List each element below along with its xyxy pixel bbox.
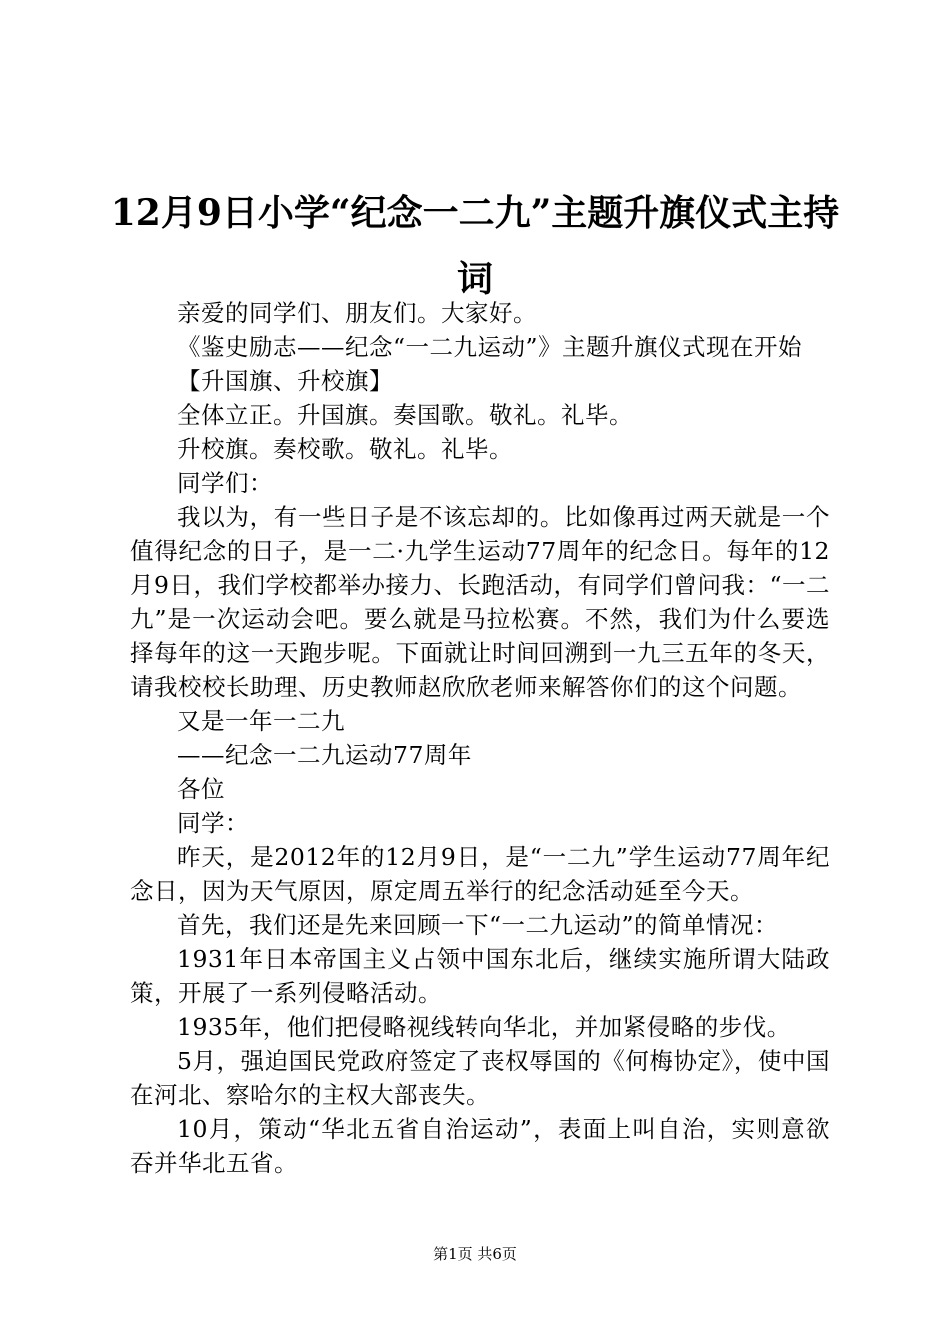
document-body <box>130 296 830 1180</box>
paragraph: 亲爱的同学们、朋友们。大家好。 <box>177 299 537 327</box>
paragraph: 升校旗。奏校歌。敬礼。礼毕。 <box>177 435 513 463</box>
paragraph: 同学们： <box>177 469 273 497</box>
paragraph: 全体立正。升国旗。奏国歌。敬礼。礼毕。 <box>177 401 633 429</box>
page-footer: 第1页 共6页 <box>433 1245 517 1263</box>
paragraph: 《鉴史励志——纪念“一二九运动”》主题升旗仪式现在开始 <box>177 333 803 361</box>
paragraph: 我以为，有一些日子是不该忘却的。比如像再过两天就是一个值得纪念的日子，是一二·九学生运动77周年的纪念日。每年的12月9日，我们学校都举办接力、长跑活动，有同学们曾问我：“一二九”是一次运动会吧。要么就是马拉松赛。不然，我们为什么要选择每年的这一天跑步呢。下面就让时间回溯到一九三五年的冬天，请我校校长助理、历史教师赵欣欣老师来解答你们的这个问题。 <box>130 503 830 701</box>
paragraph: 昨天，是2012年的12月9日，是“一二九”学生运动77周年纪念日，因为天气原因，原定周五举行的纪念活动延至今天。 <box>130 843 830 905</box>
paragraph: 各位 <box>177 775 225 803</box>
document-title: 12月9日小学“纪念一二九”主题升旗仪式主持词 <box>110 192 840 300</box>
paragraph: ——纪念一二九运动77周年 <box>177 741 472 769</box>
paragraph: 1931年日本帝国主义占领中国东北后，继续实施所谓大陆政策，开展了一系列侵略活动。 <box>130 945 830 1007</box>
paragraph: 10月，策动“华北五省自治运动”，表面上叫自治，实则意欲吞并华北五省。 <box>130 1115 830 1177</box>
paragraph: 同学： <box>177 809 249 837</box>
paragraph: 1935年，他们把侵略视线转向华北，并加紧侵略的步伐。 <box>177 1013 791 1041</box>
paragraph: 【升国旗、升校旗】 <box>177 367 393 395</box>
paragraph: 首先，我们还是先来回顾一下“一二九运动”的简单情况： <box>177 911 779 939</box>
paragraph: 5月，强迫国民党政府签定了丧权辱国的《何梅协定》，使中国在河北、察哈尔的主权大部丧失。 <box>130 1047 830 1109</box>
paragraph: 又是一年一二九 <box>177 707 345 735</box>
